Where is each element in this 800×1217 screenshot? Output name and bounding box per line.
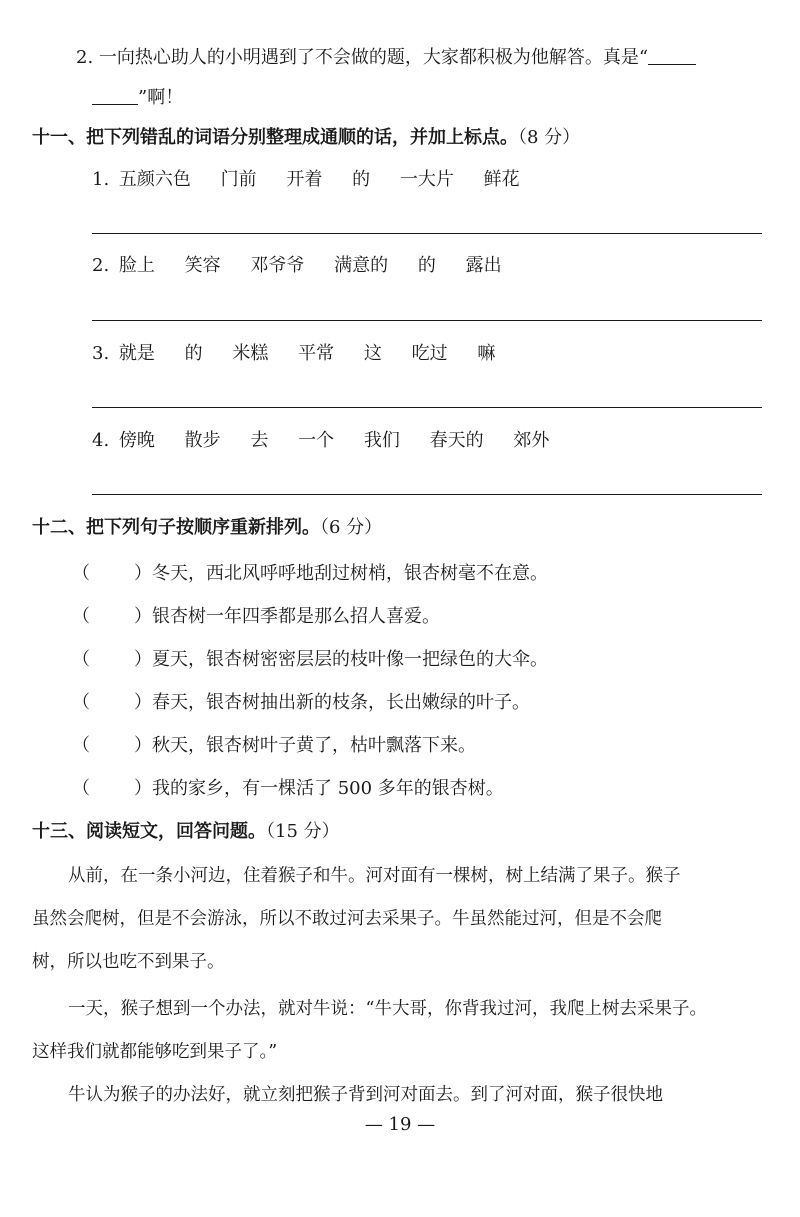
section-12-score: （6 分） — [320, 517, 383, 538]
order-answer-box[interactable] — [72, 691, 134, 715]
passage-line: 一天，猴子想到一个办法，就对牛说：“牛大哥，你背我过河，我爬上树去采果子。 — [68, 999, 707, 1019]
order-sentence: 春天，银杏树抽出新的枝条，长出嫩绿的叶子。 — [152, 692, 530, 713]
section-11-title: 十一、把下列错乱的词语分别整理成通顺的话，并加上标点。 — [32, 127, 518, 148]
section-11-heading — [32, 126, 580, 150]
section-13-title: 十三、阅读短文，回答问题。 — [32, 821, 266, 842]
sec11-item-1 — [92, 168, 544, 192]
word-tile: 米糕 — [232, 343, 269, 364]
order-sentence: 秋天，银杏树叶子黄了，枯叶飘落下来。 — [152, 735, 476, 756]
section-13-heading — [32, 820, 340, 844]
word-tile: 露出 — [465, 255, 502, 276]
section-13-score: （15 分） — [266, 821, 340, 842]
answer-line-3[interactable] — [92, 407, 762, 408]
order-sentence: 夏天，银杏树密密层层的枝叶像一把绿色的大伞。 — [152, 649, 548, 670]
q2-blank-a[interactable] — [648, 46, 696, 65]
sec11-item-4 — [92, 429, 573, 453]
word-tile: 就是 — [118, 343, 155, 364]
order-sentence: 冬天，西北风呼呼地刮过树梢，银杏树毫不在意。 — [152, 563, 548, 584]
word-tile: 郊外 — [513, 430, 550, 451]
word-tile: 满意的 — [334, 255, 389, 276]
order-row-5 — [72, 734, 476, 758]
sec11-item-2 — [92, 254, 526, 278]
section-12-title: 十二、把下列句子按顺序重新排列。 — [32, 517, 320, 538]
paren-close: ） — [134, 649, 152, 670]
word-tile: 一个 — [298, 430, 335, 451]
paren-close: ） — [134, 778, 152, 799]
word-tile: 平常 — [298, 343, 335, 364]
order-answer-box[interactable] — [72, 562, 134, 586]
paren-open: （ — [72, 649, 90, 670]
word-tile: 去 — [250, 430, 269, 451]
paren-open: （ — [72, 735, 90, 756]
paren-close: ） — [134, 692, 152, 713]
page-number: — 19 — — [364, 1114, 436, 1135]
sec11-item-3 — [92, 342, 519, 366]
word-tile: 春天的 — [429, 430, 484, 451]
paren-open: （ — [72, 563, 90, 584]
order-answer-box[interactable] — [72, 777, 134, 801]
order-row-1 — [72, 562, 548, 586]
word-tile: 邓爷爷 — [250, 255, 305, 276]
order-answer-box[interactable] — [72, 648, 134, 672]
item-number: 2. — [92, 255, 110, 276]
order-sentence: 我的家乡，有一棵活了 500 多年的银杏树。 — [152, 778, 504, 799]
paren-open: （ — [72, 692, 90, 713]
word-tile: 笑容 — [184, 255, 221, 276]
paren-open: （ — [72, 606, 90, 627]
passage-line: 这样我们就都能够吃到果子了。” — [32, 1042, 278, 1062]
passage-line: 从前，在一条小河边，住着猴子和牛。河对面有一棵树，树上结满了果子。猴子 — [68, 866, 681, 886]
word-tile: 吃过 — [411, 343, 448, 364]
order-row-2 — [72, 605, 440, 629]
passage-line: 虽然会爬树，但是不会游泳，所以不敢过河去采果子。牛虽然能过河，但是不会爬 — [32, 909, 662, 929]
word-tile: 这 — [363, 343, 382, 364]
q2-blank-b[interactable] — [92, 86, 138, 105]
order-answer-box[interactable] — [72, 734, 134, 758]
passage-line: 树，所以也吃不到果子。 — [32, 952, 225, 972]
word-tile: 的 — [184, 343, 203, 364]
order-row-6 — [72, 777, 504, 801]
word-tile: 我们 — [363, 430, 400, 451]
answer-line-4[interactable] — [92, 494, 762, 495]
item-number: 4. — [92, 430, 110, 451]
word-tile: 傍晚 — [118, 430, 155, 451]
word-tile: 一大片 — [399, 169, 454, 190]
section-11-score: （8 分） — [518, 127, 581, 148]
word-tile: 的 — [417, 255, 436, 276]
q2-text-end: ”啊！ — [138, 87, 184, 108]
word-tile: 散步 — [184, 430, 221, 451]
q2-text: 2. 一向热心助人的小明遇到了不会做的题，大家都积极为他解答。真是“ — [76, 47, 649, 68]
word-tile: 的 — [352, 169, 371, 190]
q2-line2 — [92, 86, 183, 110]
word-tile: 脸上 — [118, 255, 155, 276]
item-number: 3. — [92, 343, 110, 364]
order-answer-box[interactable] — [72, 605, 134, 629]
q2-line1 — [76, 46, 696, 70]
word-tile: 开着 — [286, 169, 323, 190]
answer-line-1[interactable] — [92, 233, 762, 234]
word-tile: 门前 — [220, 169, 257, 190]
section-12-heading — [32, 516, 382, 540]
passage-line: 牛认为猴子的办法好，就立刻把猴子背到河对面去。到了河对面，猴子很快地 — [68, 1085, 663, 1105]
paren-close: ） — [134, 735, 152, 756]
order-row-4 — [72, 691, 530, 715]
word-tile: 嘛 — [477, 343, 496, 364]
answer-line-2[interactable] — [92, 320, 762, 321]
paren-close: ） — [134, 563, 152, 584]
word-tile: 鲜花 — [483, 169, 520, 190]
word-tile: 五颜六色 — [118, 169, 191, 190]
paren-close: ） — [134, 606, 152, 627]
order-sentence: 银杏树一年四季都是那么招人喜爱。 — [152, 606, 440, 627]
item-number: 1. — [92, 169, 110, 190]
order-row-3 — [72, 648, 548, 672]
paren-open: （ — [72, 778, 90, 799]
